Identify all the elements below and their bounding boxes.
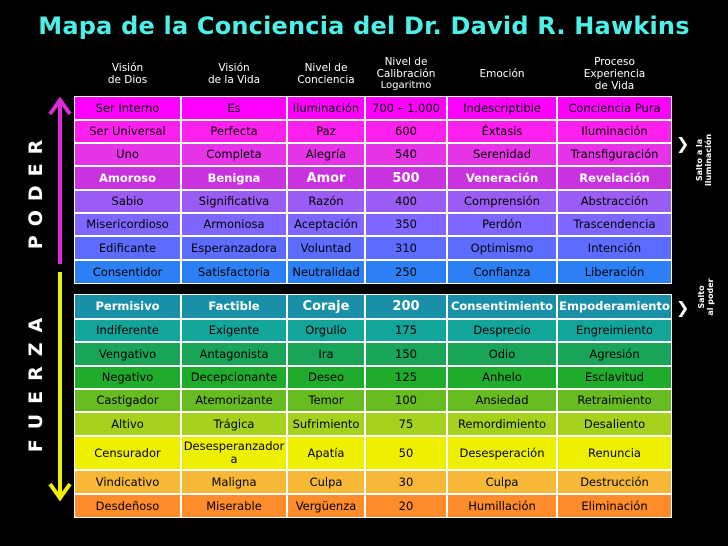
cell-nivel-calibracion: 75 xyxy=(365,412,447,436)
cell-nivel-conciencia: Amor xyxy=(287,166,365,190)
cell-nivel-conciencia: Sufrimiento xyxy=(287,412,365,436)
table-row xyxy=(74,96,672,120)
cell-emocion: Humillación xyxy=(447,494,557,518)
cell-vision-vida: Maligna xyxy=(181,470,287,494)
cell-emocion: Optimismo xyxy=(447,236,557,260)
table-row xyxy=(74,389,672,412)
table-row xyxy=(74,319,672,342)
cell-nivel-conciencia: Orgullo xyxy=(287,319,365,342)
table-header xyxy=(74,52,672,96)
cell-nivel-conciencia: Vergüenza xyxy=(287,494,365,518)
cell-nivel-conciencia: Iluminación xyxy=(287,96,365,120)
cell-emocion: Odio xyxy=(447,342,557,366)
cell-proceso: Esclavitud xyxy=(557,366,672,389)
cell-vision-dios: Ser Universal xyxy=(74,120,181,143)
cell-vision-dios: Permisivo xyxy=(74,294,181,319)
cell-nivel-conciencia: Alegría xyxy=(287,143,365,166)
cell-proceso: Agresión xyxy=(557,342,672,366)
cell-emocion: Confianza xyxy=(447,260,557,284)
cell-nivel-conciencia: Culpa xyxy=(287,470,365,494)
note-salto-poder: Salto al poder xyxy=(697,278,715,316)
table-row xyxy=(74,166,672,190)
table-row xyxy=(74,412,672,436)
header-proceso: Proceso Experiencia de Vida xyxy=(583,56,646,92)
cell-nivel-conciencia: Deseo xyxy=(287,366,365,389)
cell-vision-dios: Censurador xyxy=(74,436,181,470)
cell-vision-dios: Edificante xyxy=(74,236,181,260)
cell-emocion: Indescriptible xyxy=(447,96,557,120)
cell-emocion: Perdón xyxy=(447,213,557,236)
cell-emocion: Remordimiento xyxy=(447,412,557,436)
table-row xyxy=(74,143,672,166)
cell-vision-dios: Uno xyxy=(74,143,181,166)
cell-vision-dios: Indiferente xyxy=(74,319,181,342)
cell-nivel-calibracion: 30 xyxy=(365,470,447,494)
header-emocion: Emoción xyxy=(479,68,525,80)
note-salto-iluminacion: Salto a la iluminación xyxy=(695,133,713,187)
cell-vision-vida: Exigente xyxy=(181,319,287,342)
cell-vision-vida: Satisfactoria xyxy=(181,260,287,284)
header-logaritmo: Logaritmo xyxy=(380,80,432,91)
cell-proceso: Engreimiento xyxy=(557,319,672,342)
cell-vision-vida: Factible xyxy=(181,294,287,319)
cell-vision-vida: Benigna xyxy=(181,166,287,190)
cell-proceso: Revelación xyxy=(557,166,672,190)
cell-nivel-conciencia: Ira xyxy=(287,342,365,366)
cell-nivel-conciencia: Coraje xyxy=(287,294,365,319)
cell-vision-vida: Desesperanzador a xyxy=(181,436,287,470)
cell-nivel-calibracion: 400 xyxy=(365,190,447,213)
cell-nivel-calibracion: 150 xyxy=(365,342,447,366)
cell-vision-dios: Amoroso xyxy=(74,166,181,190)
cell-vision-dios: Consentidor xyxy=(74,260,181,284)
table-row xyxy=(74,342,672,366)
table-row xyxy=(74,260,672,284)
table-row xyxy=(74,436,672,470)
cell-nivel-calibracion: 600 xyxy=(365,120,447,143)
chart-title: Mapa de la Conciencia del Dr. David R. Hawkins xyxy=(38,12,690,40)
table-row xyxy=(74,213,672,236)
poder-text: PODER xyxy=(25,130,47,250)
cell-proceso: Abstracción xyxy=(557,190,672,213)
cell-emocion: Serenidad xyxy=(447,143,557,166)
cell-proceso: Liberación xyxy=(557,260,672,284)
cell-emocion: Anhelo xyxy=(447,366,557,389)
cell-nivel-calibracion: 310 xyxy=(365,236,447,260)
cell-proceso: Eliminación xyxy=(557,494,672,518)
cell-emocion: Consentimiento xyxy=(447,294,557,319)
header-nivel-conciencia: Nivel de Conciencia xyxy=(297,62,355,86)
header-vision-dios: Visión de Dios xyxy=(107,62,148,86)
table-row xyxy=(74,294,672,319)
table-row xyxy=(74,190,672,213)
cell-nivel-calibracion: 350 xyxy=(365,213,447,236)
table-row xyxy=(74,366,672,389)
cell-nivel-conciencia: Paz xyxy=(287,120,365,143)
cell-vision-dios: Altivo xyxy=(74,412,181,436)
table-row xyxy=(74,236,672,260)
cell-vision-dios: Vengativo xyxy=(74,342,181,366)
cell-emocion: Veneración xyxy=(447,166,557,190)
cell-proceso: Conciencia Pura xyxy=(557,96,672,120)
cell-vision-dios: Desdeñoso xyxy=(74,494,181,518)
cell-proceso: Desaliento xyxy=(557,412,672,436)
cell-nivel-calibracion: 200 xyxy=(365,294,447,319)
cell-proceso: Retraimiento xyxy=(557,389,672,412)
cell-emocion: Éxtasis xyxy=(447,120,557,143)
table-row xyxy=(74,470,672,494)
cell-nivel-calibracion: 100 xyxy=(365,389,447,412)
table-row xyxy=(74,120,672,143)
cell-vision-dios: Sabio xyxy=(74,190,181,213)
side-arrows xyxy=(44,96,74,526)
cell-emocion: Culpa xyxy=(447,470,557,494)
cell-emocion: Ansiedad xyxy=(447,389,557,412)
cell-vision-dios: Vindicativo xyxy=(74,470,181,494)
cell-emocion: Desesperación xyxy=(447,436,557,470)
cell-nivel-conciencia: Razón xyxy=(287,190,365,213)
cell-nivel-calibracion: 50 xyxy=(365,436,447,470)
cell-vision-dios: Castigador xyxy=(74,389,181,412)
cell-nivel-calibracion: 250 xyxy=(365,260,447,284)
fuerza-label xyxy=(25,307,47,453)
fuerza-text: FUERZA xyxy=(25,307,47,453)
cell-proceso: Iluminación xyxy=(557,120,672,143)
cell-emocion: Desprecio xyxy=(447,319,557,342)
consciousness-table xyxy=(74,96,672,518)
cell-vision-dios: Negativo xyxy=(74,366,181,389)
cell-nivel-calibracion: 500 xyxy=(365,166,447,190)
header-nivel-calibracion-label: Nivel de Calibración xyxy=(376,56,436,80)
cell-nivel-calibracion: 125 xyxy=(365,366,447,389)
cell-vision-vida: Armoniosa xyxy=(181,213,287,236)
cell-proceso: Transfiguración xyxy=(557,143,672,166)
cell-nivel-calibracion: 700 – 1,000 xyxy=(365,96,447,120)
cell-vision-vida: Es xyxy=(181,96,287,120)
cell-vision-vida: Miserable xyxy=(181,494,287,518)
cell-vision-vida: Trágica xyxy=(181,412,287,436)
cell-nivel-conciencia: Apatía xyxy=(287,436,365,470)
cell-vision-vida: Decepcionante xyxy=(181,366,287,389)
cell-vision-dios: Misericordioso xyxy=(74,213,181,236)
cell-vision-vida: Significativa xyxy=(181,190,287,213)
cell-vision-vida: Completa xyxy=(181,143,287,166)
cell-proceso: Destrucción xyxy=(557,470,672,494)
chevron-right-icon: ❯ xyxy=(676,134,690,153)
cell-vision-vida: Atemorizante xyxy=(181,389,287,412)
cell-proceso: Renuncia xyxy=(557,436,672,470)
poder-label xyxy=(25,130,47,250)
separator-band xyxy=(74,284,672,294)
cell-nivel-conciencia: Neutralidad xyxy=(287,260,365,284)
cell-nivel-calibracion: 20 xyxy=(365,494,447,518)
cell-emocion: Comprensión xyxy=(447,190,557,213)
header-nivel-calibracion xyxy=(365,52,447,96)
cell-nivel-conciencia: Voluntad xyxy=(287,236,365,260)
cell-vision-vida: Perfecta xyxy=(181,120,287,143)
cell-proceso: Trascendencia xyxy=(557,213,672,236)
cell-vision-vida: Antagonista xyxy=(181,342,287,366)
cell-proceso: Empoderamiento xyxy=(557,294,672,319)
cell-vision-vida: Esperanzadora xyxy=(181,236,287,260)
table-row xyxy=(74,494,672,518)
chevron-right-icon: ❯ xyxy=(676,298,690,317)
cell-nivel-calibracion: 540 xyxy=(365,143,447,166)
header-vision-vida: Visión de la Vida xyxy=(207,62,261,86)
cell-nivel-conciencia: Temor xyxy=(287,389,365,412)
cell-nivel-conciencia: Aceptación xyxy=(287,213,365,236)
cell-vision-dios: Ser Interno xyxy=(74,96,181,120)
cell-proceso: Intención xyxy=(557,236,672,260)
cell-nivel-calibracion: 175 xyxy=(365,319,447,342)
